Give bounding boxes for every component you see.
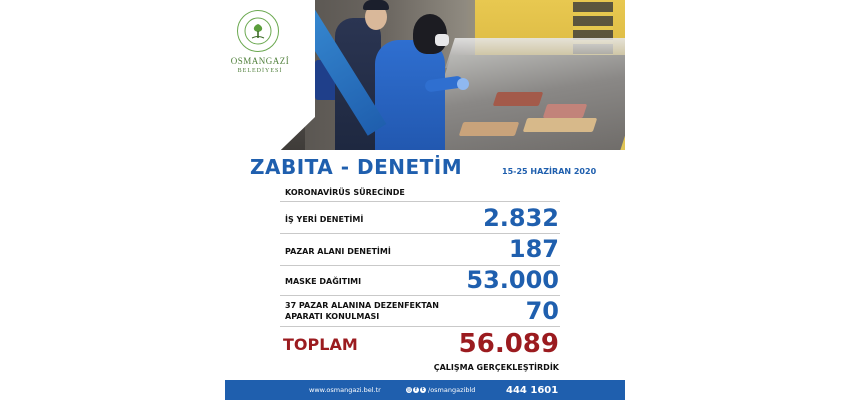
divider — [280, 326, 560, 327]
tree-emblem-icon — [237, 10, 279, 52]
divider — [280, 201, 560, 202]
page-title: ZABITA - DENETİM — [250, 155, 463, 179]
subtitle: KORONAVİRÜS SÜRECİNDE — [285, 188, 405, 197]
social-handle[interactable]: /osmangazibld — [428, 386, 476, 394]
divider — [280, 295, 560, 296]
logo-subtitle: BELEDİYESİ — [237, 68, 283, 74]
divider — [280, 233, 560, 234]
logo-name: OSMANGAZİ — [230, 56, 290, 66]
stat-value-disinfectant: 70 — [525, 297, 559, 325]
stat-value-market: 187 — [508, 235, 559, 263]
stat-value-masks: 53.000 — [466, 266, 559, 294]
stat-label-disinfectant-line1: 37 PAZAR ALANINA DEZENFEKTAN — [285, 301, 439, 310]
stat-label-market: PAZAR ALANI DENETİMİ — [285, 247, 391, 256]
facebook-icon[interactable]: f — [414, 387, 418, 393]
total-note: ÇALIŞMA GERÇEKLEŞTİRDİK — [433, 363, 559, 372]
footer-bar — [225, 380, 625, 400]
stat-label-disinfectant-line2: APARATI KONULMASI — [285, 312, 380, 321]
total-value: 56.089 — [458, 329, 559, 359]
stat-label-masks: MASKE DAĞITIMI — [285, 277, 362, 286]
poster — [225, 0, 625, 400]
inspection-photo — [225, 0, 625, 150]
instagram-icon[interactable]: ◎ — [406, 387, 412, 393]
twitter-icon[interactable]: t — [421, 387, 425, 393]
date-range: 15-25 HAZİRAN 2020 — [502, 167, 597, 176]
total-label: TOPLAM — [283, 335, 358, 354]
stat-value-workplace: 2.832 — [483, 204, 559, 232]
stat-label-workplace: İŞ YERİ DENETİMİ — [285, 215, 364, 224]
social-icons — [406, 387, 426, 393]
phone-number[interactable]: 444 1601 — [506, 384, 559, 396]
website-link[interactable]: www.osmangazi.bel.tr — [309, 386, 381, 394]
